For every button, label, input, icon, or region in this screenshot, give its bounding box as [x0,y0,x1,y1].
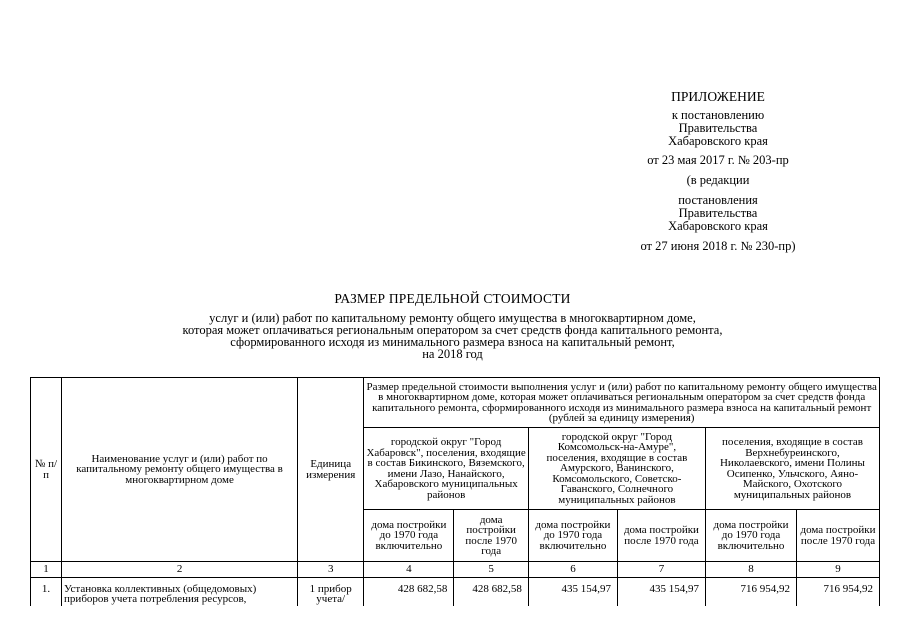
subtitle-line: услуг и (или) работ по капитальному ремонту общего имущества в многоквартирном доме, [209,311,696,325]
edition-open: (в редакции [686,173,750,187]
column-number: 2 [62,562,298,578]
subtitle-line: сформированного исходя из минимального размера взноса на капитальный ремонт, [230,335,675,349]
edition-line: Правительства [678,206,758,220]
sub-before-1970: дома постройки до 1970 года включительно [528,510,617,562]
document-subtitle [100,312,805,360]
row-value: 428 682,58 [454,577,529,606]
row-service-name: Установка коллективных (общедомовых) приборов учета потребления ресурсов, [62,577,298,606]
appendix-block [628,90,808,253]
column-number: 4 [364,562,454,578]
sub-before-1970: дома постройки до 1970 года включительно [364,510,454,562]
column-number: 1 [31,562,62,578]
column-number: 5 [454,562,529,578]
col-no-header: № п/п [31,378,62,562]
group-komsomolsk: городской округ "Город Комсомольск-на-Амуре", поселения, входящие в состав Амурского, Ванинского, Комсомольского, Советско-Гаванского, Солнечного муниципальных районов [528,428,705,510]
appendix-line: к постановлению [671,108,765,122]
sub-after-1970: дома постройки после 1970 года [797,510,880,562]
document-title: РАЗМЕР ПРЕДЕЛЬНОЙ СТОИМОСТИ [334,291,571,306]
subtitle-line: которая может оплачиваться региональным оператором за счет средств фонда капитального ремонта, [182,323,723,337]
row-value: 435 154,97 [528,577,617,606]
appendix-line: Правительства [678,121,758,135]
group-khabarovsk: городской округ "Город Хабаровск", поселения, входящие в состав Бикинского, Вяземского, имени Лазо, Нанайского, Хабаровского муниципальных районов [364,428,529,510]
column-number: 9 [797,562,880,578]
appendix-heading: ПРИЛОЖЕНИЕ [671,89,765,104]
column-number: 3 [298,562,364,578]
row-unit: 1 прибор учета/ [298,577,364,606]
column-number: 8 [705,562,796,578]
col-name-header: Наименование услуг и (или) работ по капитальному ремонту общего имущества в многоквартирном доме [62,378,298,562]
subtitle-line: на 2018 год [422,347,483,361]
col-unit-header: Единица измерения [298,378,364,562]
cost-header: Размер предельной стоимости выполнения услуг и (или) работ по капитальному ремонту общего имущества в многоквартирном доме, которая может оплачиваться региональным оператором за счет средств фонда капитального ремонта, сформированного исходя из минимального размера взноса на капитальный ремонт (рублей за единицу измерения) [364,378,880,428]
sub-after-1970: дома постройки после 1970 года [454,510,529,562]
row-value: 716 954,92 [705,577,796,606]
sub-before-1970: дома постройки до 1970 года включительно [705,510,796,562]
row-value: 435 154,97 [617,577,705,606]
cost-table [30,377,880,606]
edition-line: постановления [678,193,758,207]
row-value: 716 954,92 [797,577,880,606]
appendix-date: от 23 мая 2017 г. № 203-пр [647,153,789,167]
edition-date: от 27 июня 2018 г. № 230-пр) [640,239,796,253]
column-number: 6 [528,562,617,578]
sub-after-1970: дома постройки после 1970 года [617,510,705,562]
group-northern: поселения, входящие в состав Верхнебуреинского, Николаевского, имени Полины Осипенко, Ульчского, Аяно-Майского, Охотского муниципальных районов [705,428,879,510]
row-value: 428 682,58 [364,577,454,606]
row-number: 1. [31,577,62,606]
edition-line: Хабаровского края [668,219,768,233]
column-number: 7 [617,562,705,578]
appendix-line: Хабаровского края [668,134,768,148]
table-row [31,577,880,606]
